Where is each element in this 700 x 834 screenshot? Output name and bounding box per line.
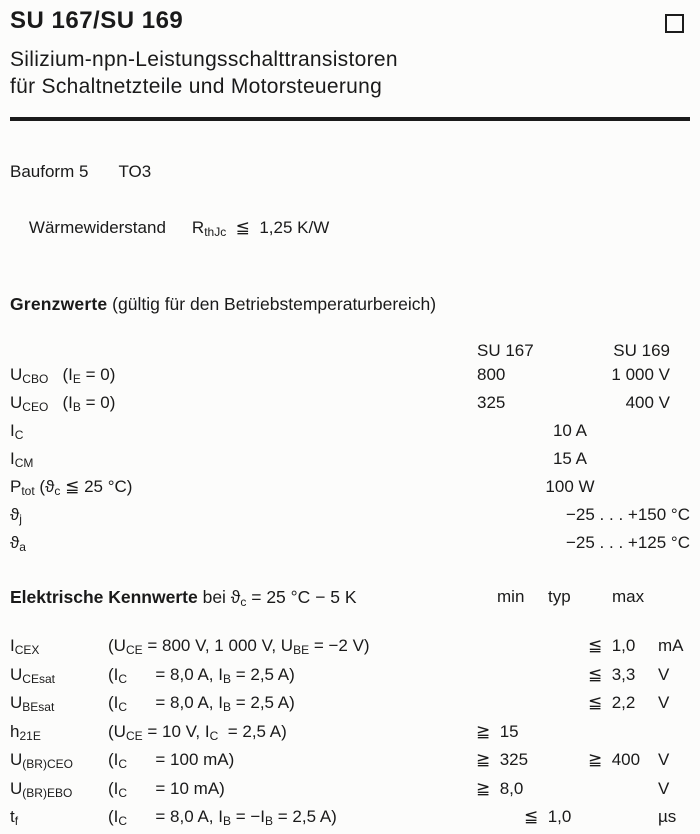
limit-value-range: −25 . . . +150 °C — [566, 505, 690, 524]
limit-row — [10, 363, 690, 391]
parameter-symbol: UCEsat — [10, 664, 55, 686]
grenzwerte-heading-rest: (gültig für den Betriebstemperaturbereich) — [107, 294, 437, 314]
limit-value-su167: 325 — [477, 393, 506, 412]
parameter-symbol: U(BR)CEO — [10, 750, 73, 771]
value-typ — [524, 777, 588, 806]
limit-value-shared: 100 W — [545, 477, 595, 496]
limit-value-su169: 1 000 V — [611, 365, 670, 384]
value-max: ≦ 2,2 — [588, 693, 636, 712]
value-min: ≧ 15 — [476, 721, 519, 741]
test-condition: (IC = 10 mA) — [108, 778, 225, 800]
value-typ: ≦ 1,0 — [524, 807, 572, 826]
value-unit: mA — [658, 636, 684, 655]
thermal-line — [10, 195, 690, 265]
parameter-symbol: IC — [10, 421, 24, 442]
subtitle-line-2: für Schaltnetzteile und Motorsteuerung — [10, 75, 383, 98]
limit-row — [10, 531, 690, 559]
value-max — [588, 777, 656, 806]
column-header-max: max — [612, 587, 645, 606]
parameter-symbol: ICEX — [10, 636, 40, 657]
test-condition: (IC = 8,0 A, IB = −IB = 2,5 A) — [108, 807, 337, 828]
limit-value-range: −25 . . . +125 °C — [566, 533, 690, 552]
value-unit: V — [658, 693, 670, 712]
limit-row — [10, 447, 690, 475]
subtitle — [10, 46, 690, 100]
section-heading-grenzwerte — [10, 293, 690, 315]
value-unit — [656, 720, 690, 749]
value-typ — [524, 663, 588, 692]
package-label: TO3 — [118, 162, 152, 181]
characteristic-row — [10, 691, 690, 720]
limit-value-shared: 10 A — [552, 421, 588, 440]
test-condition: (UCE = 10 V, IC = 2,5 A) — [108, 721, 287, 743]
characteristics-rows — [10, 634, 690, 834]
characteristics-table — [10, 634, 690, 834]
limit-row — [10, 475, 690, 503]
limits-table — [10, 339, 690, 559]
thermal-label: Wärmewiderstand — [28, 218, 166, 237]
value-unit: V — [658, 664, 670, 684]
parameter-symbol: U(BR)EBO — [10, 778, 73, 800]
characteristic-row — [10, 777, 690, 806]
value-min: ≧ 8,0 — [476, 778, 524, 798]
limit-value-su167: 800 — [477, 365, 506, 384]
parameter-symbol: tf — [10, 807, 19, 828]
parameter-symbol: UCBO (IE = 0) — [10, 365, 116, 386]
limits-header-row — [10, 339, 690, 363]
divider — [10, 117, 690, 121]
parameter-symbol: ϑa — [10, 533, 26, 554]
value-typ — [524, 720, 588, 749]
characteristic-row — [10, 748, 690, 777]
value-unit: V — [658, 778, 670, 798]
test-condition: (IC = 100 mA) — [108, 750, 235, 771]
kennwerte-heading-rest: bei ϑc = 25 °C − 5 K — [197, 587, 357, 609]
value-max — [588, 805, 656, 834]
value-max: ≦ 1,0 — [588, 636, 636, 655]
characteristic-row — [10, 634, 690, 663]
value-max: ≧ 400 — [588, 750, 641, 769]
value-max: ≦ 3,3 — [588, 664, 636, 684]
limit-row — [10, 503, 690, 531]
column-header-min: min — [497, 587, 525, 606]
parameter-symbol: ϑj — [10, 505, 22, 526]
parameter-symbol: ICM — [10, 449, 34, 470]
checkbox-icon — [665, 14, 684, 33]
limit-row — [10, 419, 690, 447]
test-condition: (UCE = 800 V, 1 000 V, UBE = −2 V) — [108, 636, 370, 657]
parameter-symbol: Ptot (ϑc ≦ 25 °C) — [10, 477, 133, 498]
kennwerte-heading-bold: Elektrische Kennwerte — [10, 587, 198, 607]
limit-row — [10, 391, 690, 419]
characteristic-row — [10, 805, 690, 834]
parameter-symbol: h21E — [10, 721, 41, 743]
test-condition: (IC = 8,0 A, IB = 2,5 A) — [108, 693, 295, 714]
parameter-symbol: UBEsat — [10, 693, 55, 714]
characteristic-row — [10, 663, 690, 692]
grenzwerte-heading-bold: Grenzwerte — [10, 294, 108, 314]
limit-value-su169: 400 V — [625, 393, 670, 412]
column-header-su169: SU 169 — [613, 341, 670, 360]
thermal-spec: RthJc ≦ 1,25 K/W — [191, 218, 330, 239]
bauform-label: Bauform 5 — [10, 162, 89, 181]
page-title: SU 167/SU 169 — [10, 7, 184, 34]
section-heading-kennwerte — [10, 586, 690, 613]
value-unit: µs — [658, 807, 677, 826]
parameter-symbol: UCEO (IB = 0) — [10, 393, 116, 414]
value-min: ≧ 325 — [476, 750, 529, 769]
limits-rows — [10, 363, 690, 559]
value-max — [588, 720, 656, 749]
characteristic-row — [10, 720, 690, 749]
column-header-typ: typ — [548, 587, 571, 606]
value-typ — [524, 634, 588, 663]
column-header-su167: SU 167 — [477, 341, 534, 360]
value-typ — [524, 691, 588, 720]
value-unit: V — [658, 750, 670, 769]
package-line — [10, 161, 690, 183]
subtitle-line-1: Silizium-npn-Leistungsschalttransistoren — [10, 48, 398, 71]
test-condition: (IC = 8,0 A, IB = 2,5 A) — [108, 664, 295, 686]
limit-value-shared: 15 A — [552, 449, 588, 468]
value-typ — [524, 748, 588, 777]
